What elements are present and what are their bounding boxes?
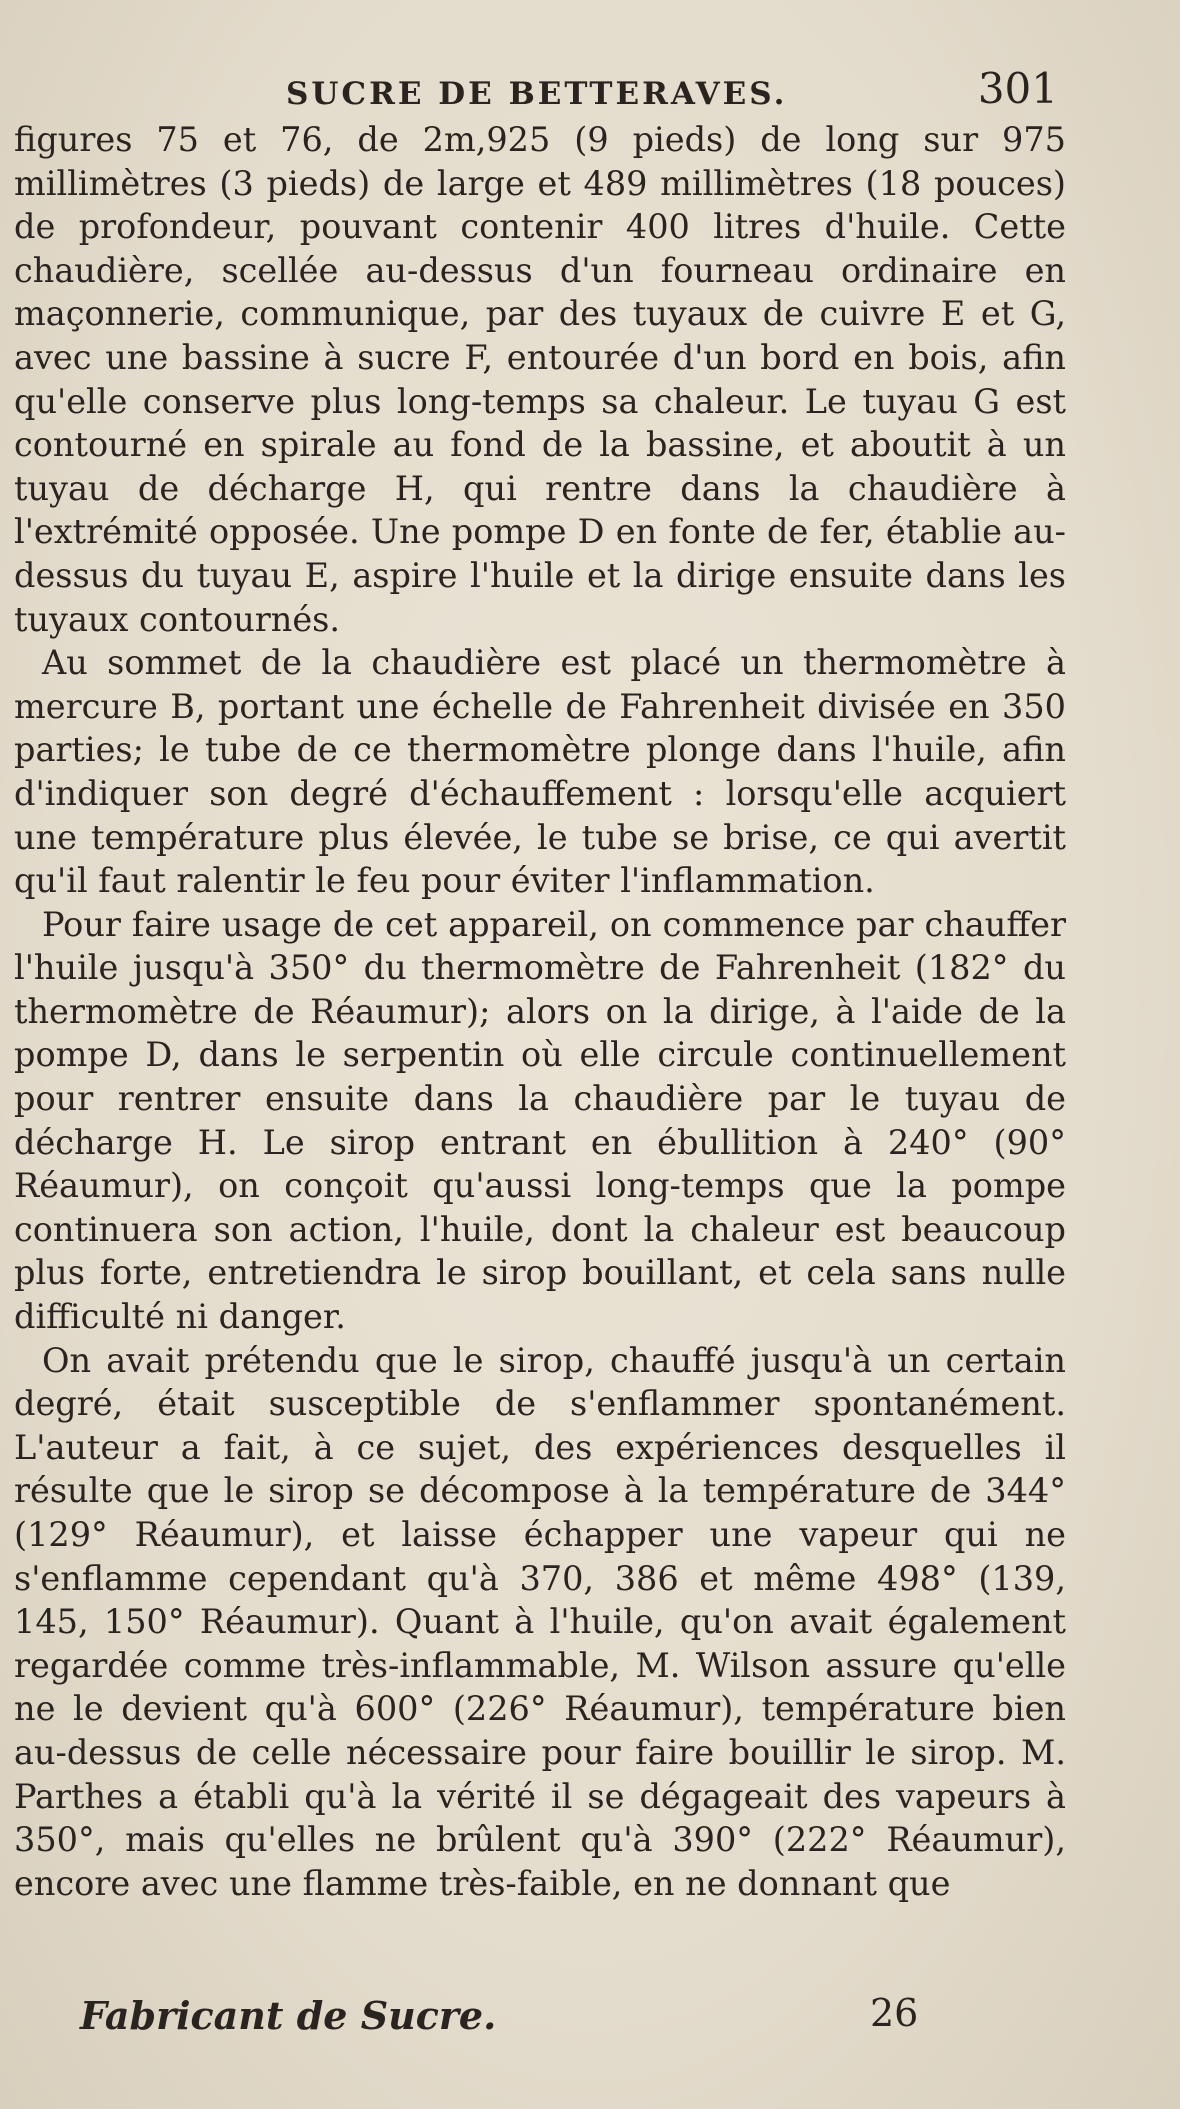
paragraph: On avait prétendu que le sirop, chauffé jusqu'à un certain degré, était susceptible de s'enflammer spontanément. L'auteur a fait, à ce sujet, des expériences desquelles il résulte que le sirop se décompose à la température de 344° (129° Réaumur), et laisse échapper une vapeur qui ne s'enflamme cependant qu'à 370, 386 et même 498° (139, 145, 150° Réaumur). Quant à l'huile, qu'on avait également regardée comme très-inflammable, M. Wilson assure qu'elle ne le devient qu'à 600° (226° Réaumur), température bien au-dessus de celle nécessaire pour faire bouillir le sirop. M. Parthes a établi qu'à la vérité il se dégageait des vapeurs à 350°, mais qu'elles ne brûlent qu'à 390° (222° Réaumur), encore avec une flamme très-faible, en ne donnant que: [14, 1340, 1066, 1903]
running-title: SUCRE DE BETTERAVES.: [286, 76, 788, 112]
page-header: [18, 62, 1058, 122]
page-footer: [80, 1993, 960, 2053]
paragraph: Au sommet de la chaudière est placé un thermomètre à mercure B, portant une échelle de Fahrenheit divisée en 350 parties; le tube de ce thermomètre plonge dans l'huile, afin d'indiquer son degré d'échauffement : lorsqu'elle acquiert une température plus élevée, le tube se brise, ce qui avertit qu'il faut ralentir le feu pour éviter l'inflammation.: [14, 643, 1066, 901]
signature-mark: Fabricant de Sucre.: [80, 1993, 497, 2038]
paragraph: Pour faire usage de cet appareil, on commence par chauffer l'huile jusqu'à 350° du thermomètre de Fahrenheit (182° du thermomètre de Réaumur); alors on la dirige, à l'aide de la pompe D, dans le serpentin où elle circule continuellement pour rentrer ensuite dans la chaudière par le tuyau de décharge H. Le sirop entrant en ébullition à 240° (90° Réaumur), on conçoit qu'aussi long-temps que la pompe continuera son action, l'huile, dont la chaleur est beaucoup plus forte, entretiendra le sirop bouillant, et cela sans nulle difficulté ni danger.: [14, 904, 1066, 1337]
page-number: 301: [977, 64, 1058, 113]
paragraph: figures 75 et 76, de 2m,925 (9 pieds) de long sur 975 millimètres (3 pieds) de large et 489 millimètres (18 pouces) de profondeur, pouvant contenir 400 litres d'huile. Cette chaudière, scellée au-dessus d'un fourneau ordinaire en maçonnerie, communique, par des tuyaux de cuivre E et G, avec une bassine à sucre F, entourée d'un bord en bois, afin qu'elle conserve plus long-temps sa chaleur. Le tuyau G est contourné en spirale au fond de la bassine, et aboutit à un tuyau de décharge H, qui rentre dans la chaudière à l'extrémité opposée. Une pompe D en fonte de fer, établie au-dessus du tuyau E, aspire l'huile et la dirige ensuite dans les tuyaux contournés.: [14, 120, 1066, 639]
signature-number: 26: [870, 1991, 919, 2035]
body-text: [14, 118, 1066, 1905]
